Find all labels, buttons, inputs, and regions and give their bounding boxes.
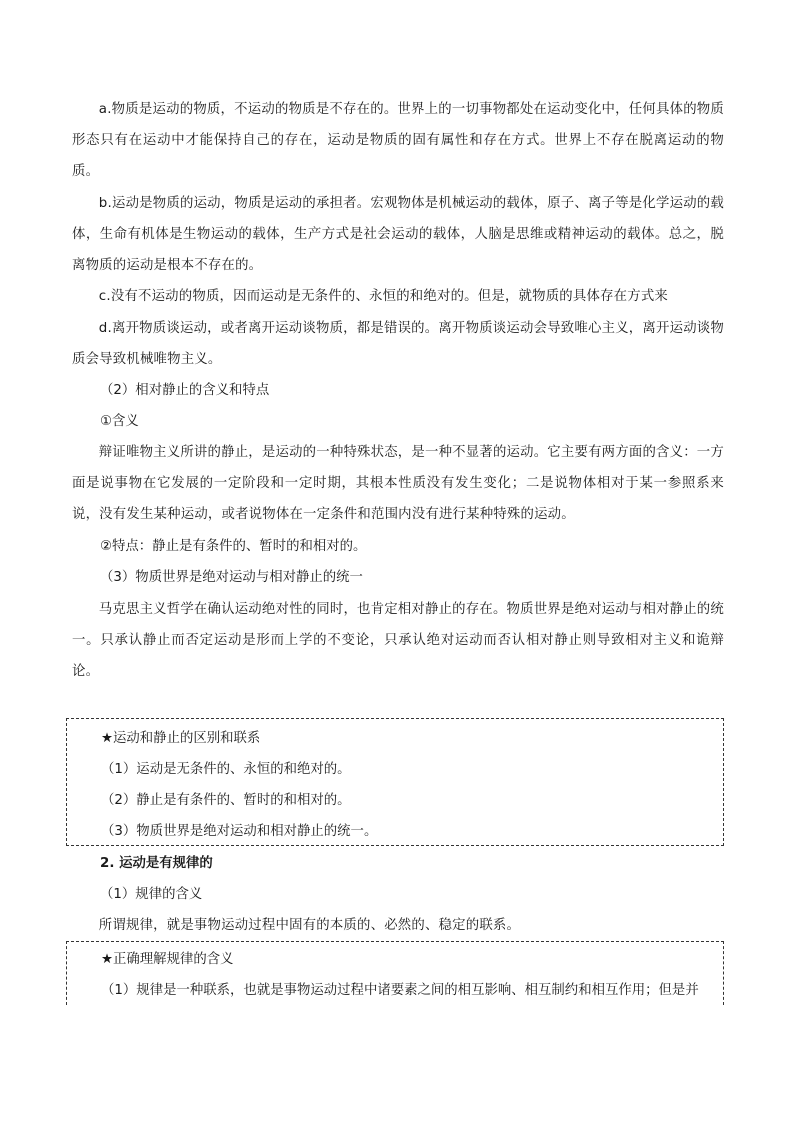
note-box-item: （1）运动是无条件的、永恒的和绝对的。 (101, 762, 351, 777)
section-3-text: 马克思主义哲学在确认运动绝对性的同时，也肯定相对静止的存在。物质世界是绝对运动与相对静止的统一。只承认静止而否定运动是形而上学的不变论，只承认绝对运动而否认相对静止则导致相对主义和诡辩论。 (72, 602, 724, 679)
paragraph-a: a.物质是运动的物质，不运动的物质是不存在的。世界上的一切事物都处在运动变化中，任何具体的物质形态只有在运动中才能保持自己的存在，运动是物质的固有属性和存在方式。世界上不存在脱离运动的物质。 (72, 102, 724, 179)
meaning-label: ①含义 (100, 414, 139, 429)
note-box-item: （3）物质世界是绝对运动和相对静止的统一。 (101, 824, 378, 839)
law-definition: 所谓规律，就是事物运动过程中固有的本质的、必然的、稳定的联系。 (98, 918, 521, 933)
meaning-text: 辩证唯物主义所讲的静止，是运动的一种特殊状态，是一种不显著的运动。它主要有两方面的含义：一方面是说事物在它发展的一定阶段和一定时期，其根本性质没有发生变化；二是说物体相对于某一参照系来说，没有发生某种运动，或者说物体在一定条件和范围内没有进行某种特殊的运动。 (72, 445, 724, 522)
law-heading: （1）规律的含义 (100, 887, 203, 902)
section-3-heading: （3）物质世界是绝对运动与相对静止的统一 (100, 570, 363, 585)
note-box-law (66, 941, 724, 1005)
features-text: ②特点：静止是有条件的、暂时的和相对的。 (100, 539, 367, 554)
note-box-item: （2）静止是有条件的、暂时的和相对的。 (101, 793, 351, 808)
paragraph-d: d.离开物质谈运动，或者离开运动谈物质，都是错误的。离开物质谈运动会导致唯心主义，离开运动谈物质会导致机械唯物主义。 (72, 321, 724, 367)
paragraph-c: c.没有不运动的物质，因而运动是无条件的、永恒的和绝对的。但是，就物质的具体存在方式来 (98, 289, 669, 304)
paragraph-b: b.运动是物质的运动，物质是运动的承担者。宏观物体是机械运动的载体，原子、离子等是化学运动的载体，生命有机体是生物运动的载体，生产方式是社会运动的载体，人脑是思维或精神运动的载体。总之，脱离物质的运动是根本不存在的。 (72, 196, 724, 273)
note-box-motion-rest (66, 718, 724, 846)
section-2-heading: （2）相对静止的含义和特点 (100, 383, 270, 398)
note-box-title: ★运动和静止的区别和联系 (101, 731, 261, 746)
note-box-title: ★正确理解规律的含义 (101, 952, 234, 967)
part-2-heading: 2. 运动是有规律的 (100, 856, 213, 871)
note-box-item: （1）规律是一种联系，也就是事物运动过程中诸要素之间的相互影响、相互制约和相互作用；但是并 (101, 983, 699, 998)
